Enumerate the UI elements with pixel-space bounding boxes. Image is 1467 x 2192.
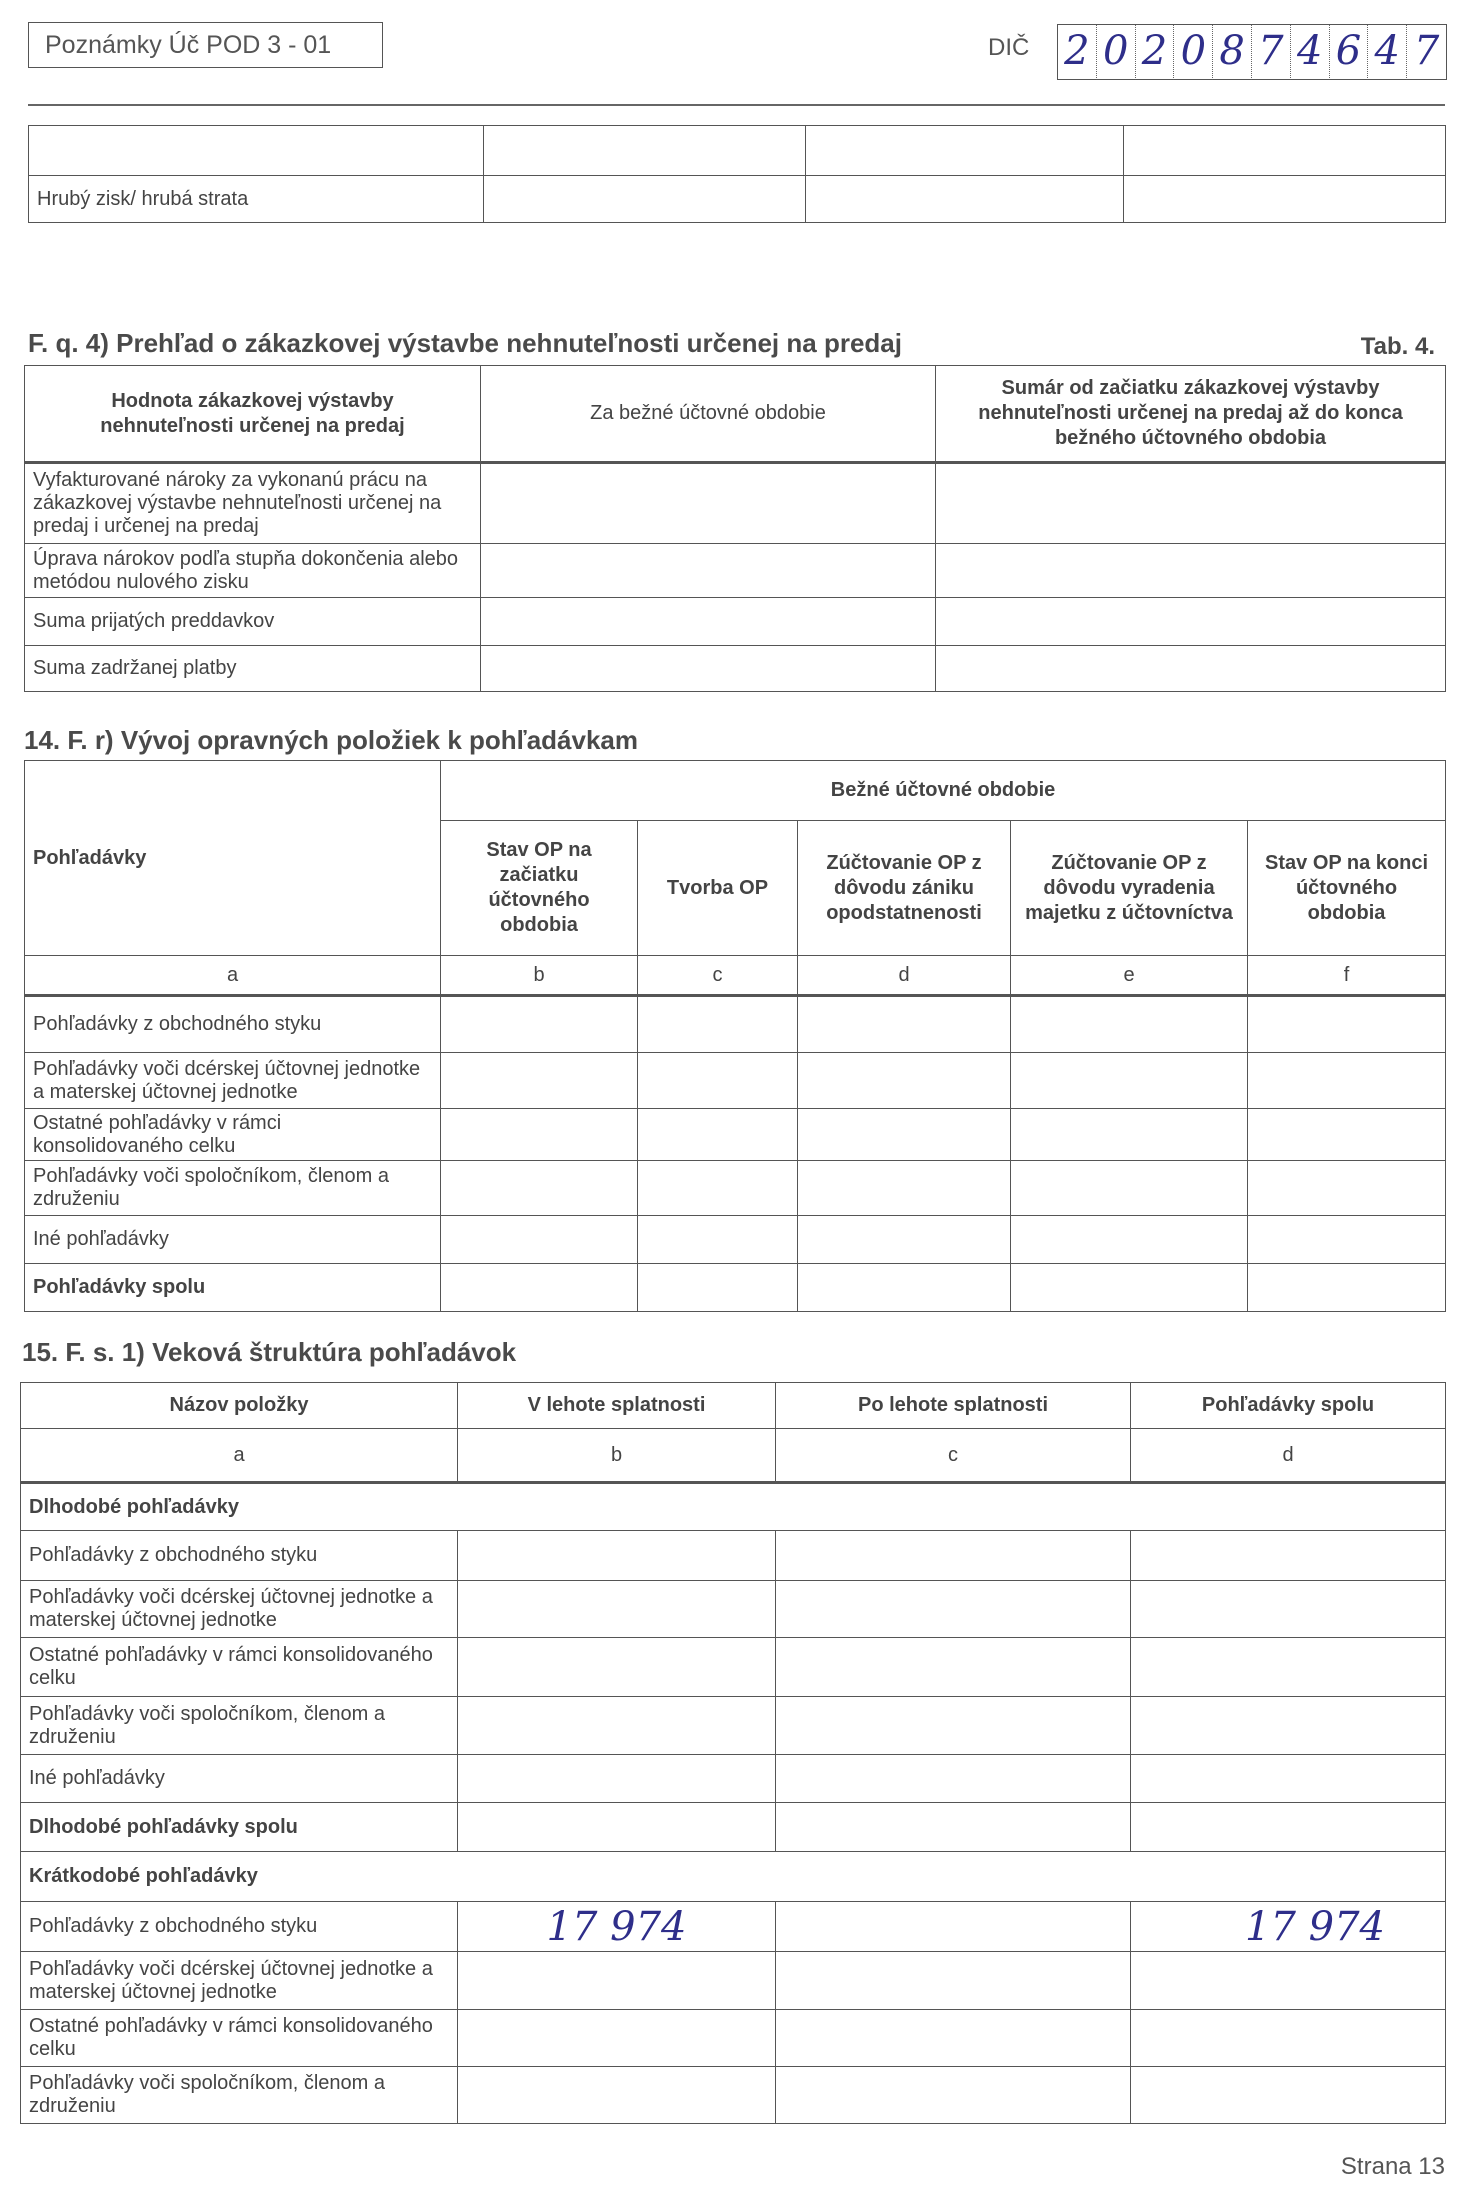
- table-row: [25, 646, 1446, 692]
- row-label: Pohľadávky voči dcérskej účtovnej jednotke a materskej účtovnej jednotke: [21, 1581, 458, 1638]
- group-header: Bežné účtovné obdobie: [441, 761, 1446, 821]
- dic-digit: 2: [1136, 25, 1175, 78]
- value-cell[interactable]: [776, 1581, 1131, 1638]
- row-label: Dlhodobé pohľadávky spolu: [21, 1803, 458, 1852]
- value-cell[interactable]: [1131, 1531, 1446, 1581]
- value-cell[interactable]: [798, 996, 1011, 1053]
- dic-label: DIČ: [988, 34, 1030, 61]
- value-cell[interactable]: [806, 126, 1124, 176]
- column-header: Stav OP na začiatku účtovného obdobia: [441, 821, 638, 956]
- value-cell[interactable]: [776, 2010, 1131, 2067]
- value-cell[interactable]: [1011, 1216, 1248, 1264]
- letter-row: [21, 1429, 1446, 1483]
- group-label: Krátkodobé pohľadávky: [21, 1852, 1446, 1902]
- dic-field[interactable]: [1057, 24, 1447, 80]
- table-row: [25, 544, 1446, 598]
- row-label: Pohľadávky z obchodného styku: [21, 1902, 458, 1952]
- row-label: Suma prijatých preddavkov: [25, 598, 481, 646]
- value-cell[interactable]: [776, 1902, 1131, 1952]
- fq4-table: [24, 365, 1446, 692]
- value-cell[interactable]: [776, 1755, 1131, 1803]
- column-header: Zúčtovanie OP z dôvodu vyradenia majetku z účtovníctva: [1011, 821, 1248, 956]
- row-label: Pohľadávky voči spoločníkom, členom a združeniu: [25, 1161, 441, 1216]
- value-cell[interactable]: [441, 1053, 638, 1109]
- value-cell[interactable]: [1011, 996, 1248, 1053]
- value-cell[interactable]: [484, 126, 806, 176]
- value-cell[interactable]: [798, 1264, 1011, 1312]
- column-header: Sumár od začiatku zákazkovej výstavby nehnuteľnosti určenej na predaj až do konca bežného účtovného obdobia: [936, 366, 1446, 463]
- value-cell[interactable]: [776, 2067, 1131, 2124]
- value-cell[interactable]: [481, 544, 936, 598]
- row-label: Suma zadržanej platby: [25, 646, 481, 692]
- table-row: [25, 1161, 1446, 1216]
- group-row: [21, 1483, 1446, 1531]
- value-cell[interactable]: [798, 1109, 1011, 1161]
- table-row: [25, 1109, 1446, 1161]
- value-cell[interactable]: [481, 463, 936, 544]
- table-row: [21, 1531, 1446, 1581]
- form-code: Poznámky Úč POD 3 - 01: [45, 31, 332, 59]
- value-cell[interactable]: [638, 1109, 798, 1161]
- table-row: [25, 463, 1446, 544]
- row-label: Pohľadávky voči dcérskej účtovnej jednotke a materskej účtovnej jednotke: [25, 1053, 441, 1109]
- column-header: Za bežné účtovné obdobie: [481, 366, 936, 463]
- total-row: [25, 1264, 1446, 1312]
- table-row: [21, 1581, 1446, 1638]
- value-cell[interactable]: [441, 1109, 638, 1161]
- value-cell[interactable]: [776, 1803, 1131, 1852]
- column-letter: c: [638, 956, 798, 996]
- value-cell[interactable]: [1011, 1161, 1248, 1216]
- value-cell[interactable]: [1248, 1216, 1446, 1264]
- row-label: Iné pohľadávky: [21, 1755, 458, 1803]
- value-cell[interactable]: [776, 1697, 1131, 1755]
- table-row: [21, 2010, 1446, 2067]
- table-row: [29, 126, 1446, 176]
- row-label: [29, 126, 484, 176]
- value-cell[interactable]: [1131, 1697, 1446, 1755]
- value-cell[interactable]: [458, 2010, 776, 2067]
- value-cell[interactable]: [936, 463, 1446, 544]
- value-cell[interactable]: [1131, 1952, 1446, 2010]
- form-code-box: [28, 22, 383, 68]
- value-cell[interactable]: [458, 1581, 776, 1638]
- tab-label: Tab. 4.: [1360, 333, 1435, 360]
- dic-digit: 0: [1174, 25, 1213, 78]
- column-header: Po lehote splatnosti: [776, 1383, 1131, 1429]
- value-cell[interactable]: [484, 176, 806, 223]
- header-divider: [28, 104, 1445, 106]
- row-label: Vyfakturované nároky za vykonanú prácu na zákazkovej výstavbe nehnuteľnosti určenej na predaj i určenej na predaj: [25, 463, 481, 544]
- value-cell[interactable]: [1248, 1109, 1446, 1161]
- column-header: Pohľadávky spolu: [1131, 1383, 1446, 1429]
- total-row: [21, 1803, 1446, 1852]
- aging-table: [20, 1382, 1446, 2124]
- value-cell[interactable]: [1248, 1053, 1446, 1109]
- column-letter: c: [776, 1429, 1131, 1483]
- section-title-15: 15. F. s. 1) Veková štruktúra pohľadávok: [22, 1337, 517, 1367]
- value-cell[interactable]: [798, 1161, 1011, 1216]
- value-cell[interactable]: [638, 1264, 798, 1312]
- allowance-table: [24, 760, 1446, 1312]
- dic-digit: 4: [1368, 25, 1407, 78]
- group-label: Dlhodobé pohľadávky: [21, 1483, 1446, 1531]
- value-cell[interactable]: [776, 1952, 1131, 2010]
- value-cell[interactable]: [638, 1161, 798, 1216]
- column-header: Hodnota zákazkovej výstavby nehnuteľnosti určenej na predaj: [25, 366, 481, 463]
- column-letter: d: [798, 956, 1011, 996]
- row-label: Hrubý zisk/ hrubá strata: [29, 176, 484, 223]
- row-label: Pohľadávky voči spoločníkom, členom a združeniu: [21, 2067, 458, 2124]
- value-cell[interactable]: [936, 646, 1446, 692]
- value-cell[interactable]: [458, 1638, 776, 1697]
- value-cell[interactable]: [1248, 996, 1446, 1053]
- value-cell[interactable]: [638, 1053, 798, 1109]
- table-row: [25, 1216, 1446, 1264]
- dic-digit: 0: [1097, 25, 1136, 78]
- value-cell[interactable]: [776, 1531, 1131, 1581]
- dic-digit: 2: [1058, 25, 1097, 78]
- value-cell[interactable]: [481, 598, 936, 646]
- value-cell[interactable]: [441, 1216, 638, 1264]
- value-cell[interactable]: [458, 1952, 776, 2010]
- table-row: [21, 1755, 1446, 1803]
- dic-digit: 6: [1330, 25, 1369, 78]
- table-row: [21, 1697, 1446, 1755]
- row-label: Pohľadávky spolu: [25, 1264, 441, 1312]
- header-row: [25, 366, 1446, 463]
- table-row: [29, 176, 1446, 223]
- column-letter: d: [1131, 1429, 1446, 1483]
- table-row: [21, 1952, 1446, 2010]
- column-letter: e: [1011, 956, 1248, 996]
- column-header: V lehote splatnosti: [458, 1383, 776, 1429]
- table-row: [21, 1902, 1446, 1952]
- row-label: Pohľadávky z obchodného styku: [21, 1531, 458, 1581]
- table-row: [21, 1638, 1446, 1697]
- value-cell[interactable]: [776, 1638, 1131, 1697]
- column-header: Tvorba OP: [638, 821, 798, 956]
- value-cell[interactable]: [458, 2067, 776, 2124]
- column-header: Stav OP na konci účtovného obdobia: [1248, 821, 1446, 956]
- value-cell[interactable]: [1131, 1755, 1446, 1803]
- dic-digit: 4: [1291, 25, 1330, 78]
- value-cell[interactable]: [1124, 176, 1446, 223]
- value-cell[interactable]: [458, 1755, 776, 1803]
- table-row: [25, 1053, 1446, 1109]
- section-title-fq4: F. q. 4) Prehľad o zákazkovej výstavbe nehnuteľnosti určenej na predaj: [28, 328, 902, 358]
- value-cell[interactable]: [1131, 2067, 1446, 2124]
- value-cell[interactable]: [1124, 126, 1446, 176]
- value-cell[interactable]: [1011, 1264, 1248, 1312]
- value-cell[interactable]: [1131, 2010, 1446, 2067]
- value-cell[interactable]: [936, 544, 1446, 598]
- column-letter: b: [441, 956, 638, 996]
- table-row: [21, 2067, 1446, 2124]
- row-label: Ostatné pohľadávky v rámci konsolidovaného celku: [21, 1638, 458, 1697]
- row-label: Ostatné pohľadávky v rámci konsolidovaného celku: [25, 1109, 441, 1161]
- value-cell[interactable]: [441, 1161, 638, 1216]
- dic-digit: 8: [1213, 25, 1252, 78]
- value-cell[interactable]: [441, 996, 638, 1053]
- header-row: [21, 1383, 1446, 1429]
- value-cell[interactable]: [806, 176, 1124, 223]
- table-row: [25, 996, 1446, 1053]
- value-cell[interactable]: [1131, 1581, 1446, 1638]
- row-label: Pohľadávky voči dcérskej účtovnej jednotke a materskej účtovnej jednotke: [21, 1952, 458, 2010]
- value-cell[interactable]: [936, 598, 1446, 646]
- row-label: Pohľadávky z obchodného styku: [25, 996, 441, 1053]
- dic-digit: 7: [1413, 28, 1440, 74]
- value-cell[interactable]: [638, 1216, 798, 1264]
- handwritten-value[interactable]: 17 974: [458, 1902, 776, 1952]
- value-cell[interactable]: [1248, 1161, 1446, 1216]
- header-row: [25, 761, 1446, 821]
- value-cell[interactable]: [458, 1531, 776, 1581]
- row-label: Iné pohľadávky: [25, 1216, 441, 1264]
- letter-row: [25, 956, 1446, 996]
- column-header: Názov položky: [21, 1383, 458, 1429]
- value-cell[interactable]: [1011, 1109, 1248, 1161]
- column-letter: a: [21, 1429, 458, 1483]
- row-header: Pohľadávky: [25, 761, 441, 956]
- value-cell[interactable]: [798, 1053, 1011, 1109]
- value-cell[interactable]: [458, 1803, 776, 1852]
- value-cell[interactable]: [441, 1264, 638, 1312]
- page-number: Strana 13: [1340, 2153, 1445, 2180]
- value-cell[interactable]: [1131, 1803, 1446, 1852]
- group-row: [21, 1852, 1446, 1902]
- value-cell[interactable]: [638, 996, 798, 1053]
- table-row: [25, 598, 1446, 646]
- row-label: Pohľadávky voči spoločníkom, členom a združeniu: [21, 1697, 458, 1755]
- value-cell[interactable]: [481, 646, 936, 692]
- value-cell[interactable]: [1131, 1638, 1446, 1697]
- value-cell[interactable]: [798, 1216, 1011, 1264]
- column-letter: a: [25, 956, 441, 996]
- section-title-14: 14. F. r) Vývoj opravných položiek k pohľadávkam: [24, 725, 638, 755]
- dic-digit: 7: [1252, 25, 1291, 78]
- column-letter: f: [1248, 956, 1446, 996]
- column-letter: b: [458, 1429, 776, 1483]
- handwritten-value[interactable]: 17 974: [1131, 1902, 1446, 1952]
- value-cell[interactable]: [458, 1697, 776, 1755]
- column-header: Zúčtovanie OP z dôvodu zániku opodstatnenosti: [798, 821, 1011, 956]
- row-label: Úprava nárokov podľa stupňa dokončenia alebo metódou nulového zisku: [25, 544, 481, 598]
- row-label: Ostatné pohľadávky v rámci konsolidovaného celku: [21, 2010, 458, 2067]
- value-cell[interactable]: [1011, 1053, 1248, 1109]
- gross-profit-table: [28, 125, 1446, 223]
- value-cell[interactable]: [1248, 1264, 1446, 1312]
